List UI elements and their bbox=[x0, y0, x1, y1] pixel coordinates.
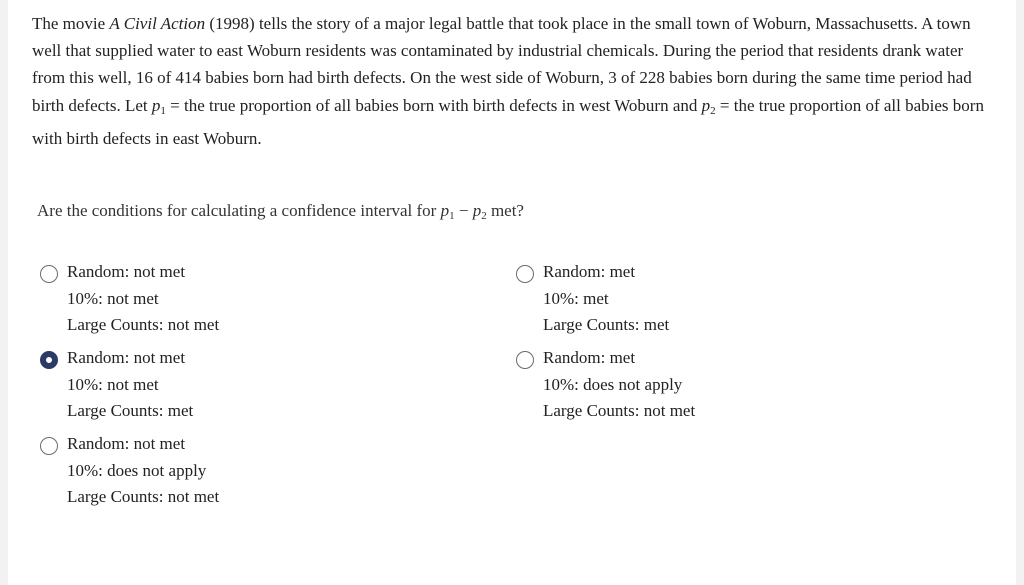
option-e-random: Random: not met bbox=[67, 434, 186, 453]
option-c-random: Random: not met bbox=[67, 348, 186, 367]
option-d-ten-percent: 10%: does not apply bbox=[543, 374, 683, 394]
option-a-large-counts: Large Counts: not met bbox=[67, 315, 220, 334]
option-e-ten-percent: 10%: does not apply bbox=[67, 460, 207, 480]
option-a[interactable] bbox=[67, 259, 219, 339]
option-e-large-counts: Large Counts: not met bbox=[67, 487, 220, 506]
option-c-large-counts: Large Counts: met bbox=[67, 401, 194, 420]
option-a-random: Random: not met bbox=[67, 262, 186, 281]
option-c-ten-percent: 10%: not met bbox=[67, 374, 159, 394]
option-b-ten-percent: 10%: met bbox=[543, 288, 609, 308]
option-a-radio[interactable] bbox=[40, 265, 58, 283]
problem-passage bbox=[32, 10, 1000, 152]
option-d[interactable] bbox=[543, 345, 695, 425]
option-d-large-counts: Large Counts: not met bbox=[543, 401, 696, 420]
question-card bbox=[8, 0, 1016, 585]
passage-text-3: = the true proportion of all babies born with birth defects in west Woburn and bbox=[165, 95, 702, 115]
option-a-ten-percent: 10%: not met bbox=[67, 288, 159, 308]
option-b-random: Random: met bbox=[543, 262, 636, 281]
question-prompt: Are the conditions for calculating a confidence interval for $p_1 - p_2$ met? bbox=[37, 201, 524, 222]
option-d-random: Random: met bbox=[543, 348, 636, 367]
p1-symbol: $p_1$ bbox=[151, 95, 166, 117]
p2-symbol: $p_2$ bbox=[701, 95, 716, 117]
option-e[interactable] bbox=[67, 431, 219, 511]
movie-title: A Civil Action bbox=[109, 14, 206, 33]
option-b-large-counts: Large Counts: met bbox=[543, 315, 670, 334]
p1-symbol: $p_1$ bbox=[440, 201, 455, 222]
option-d-radio[interactable] bbox=[516, 351, 534, 369]
p2-symbol: $p_2$ bbox=[472, 201, 487, 222]
option-c[interactable] bbox=[67, 345, 193, 425]
option-c-radio[interactable] bbox=[40, 351, 58, 369]
option-e-radio[interactable] bbox=[40, 437, 58, 455]
passage-text-4: = the true proportion of all babies born with birth defects in east Woburn. bbox=[32, 95, 984, 148]
passage-text-2: (1998) tells the story of a major legal battle that took place in the small town of Woburn, Massachusetts. A town well that supplied water to east Woburn residents was contaminated by industrial chemicals. During the period that residents drank water from this well, 16 of 414 babies born had birth defects. On the west side of Woburn, 3 of 228 babies born during the same time period had birth defects. Let bbox=[32, 14, 972, 115]
passage-text-1: The movie bbox=[32, 14, 110, 33]
option-b[interactable] bbox=[543, 259, 669, 339]
option-b-radio[interactable] bbox=[516, 265, 534, 283]
